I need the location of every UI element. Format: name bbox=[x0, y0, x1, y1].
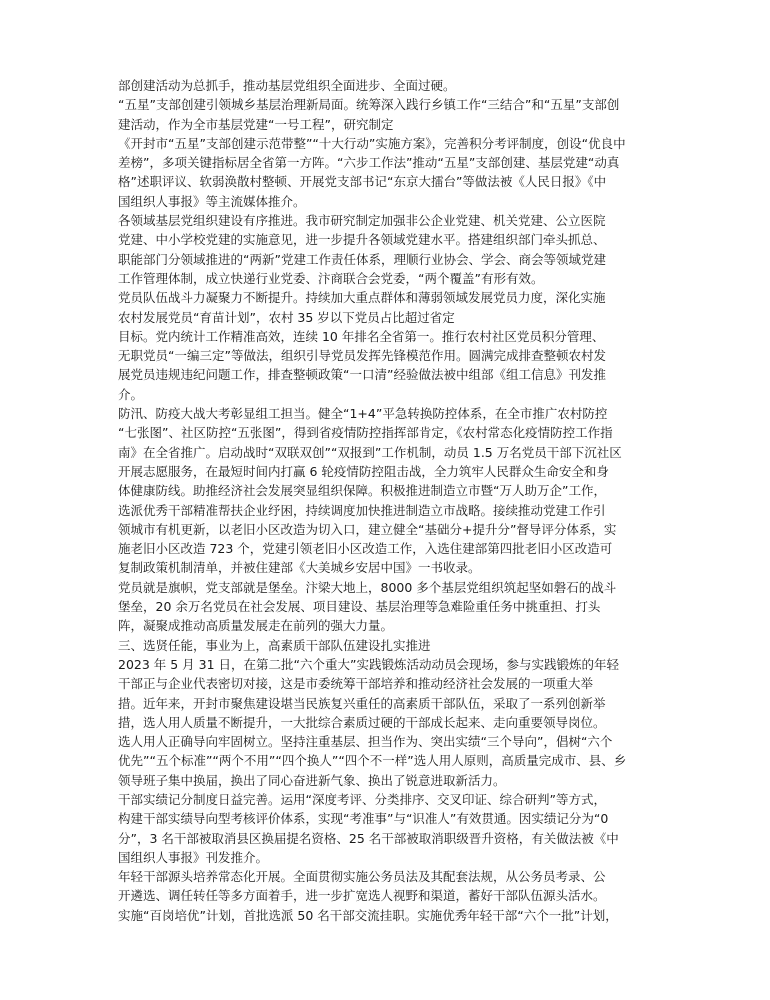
text-line: 各领域基层党组织建设有序推进。我市研究制定加强非公企业党建、机关党建、公立医院 bbox=[118, 213, 606, 229]
text-line: 南》在全省推广。启动战时“双联双创”“双报到”工作机制，动员 1.5 万名党员干部下沉社区 bbox=[118, 444, 622, 460]
text-line: 年轻干部源头培养常态化开展。全面贯彻实施公务员法及其配套法规，从公务员考录、公 bbox=[118, 869, 606, 885]
text-line: 措。近年来，开封市聚焦建设堪当民族复兴重任的高素质干部队伍，采取了一系列创新举 bbox=[118, 695, 606, 711]
text-line: 无职党员“一编三定”等做法，组织引导党员发挥先锋模范作用。圆满完成排查整顿农村发 bbox=[118, 348, 606, 364]
text-line: 堡垒，20 余万名党员在社会发展、项目建设、基层治理等急难险重任务中挑重担、打头 bbox=[118, 599, 601, 615]
text-line: 国组织人事报》等主流媒体推介。 bbox=[118, 193, 306, 209]
text-line: 展党员违规违纪问题工作，排查整顿政策“一口清”经验做法被中组部《组工信息》刊发推 bbox=[118, 367, 606, 383]
text-line: 2023 年 5 月 31 日，在第二批“六个重大”实践锻炼活动动员会现场，参与实践锻炼的年轻 bbox=[118, 656, 619, 672]
text-line: 复制政策机制清单，并被住建部《大美城乡安居中国》一书收录。 bbox=[118, 560, 481, 576]
text-line: 领城市有机更新，以老旧小区改造为切入口，建立健全“基础分+提升分”督导评分体系，实 bbox=[118, 521, 617, 537]
text-line: 体健康防线。助推经济社会发展突显组织保障。积极推进制造立市暨“万人助万企”工作， bbox=[118, 483, 606, 499]
text-line: 党建、中小学校党建的实施意见，进一步提升各领域党建水平。搭建组织部门牵头抓总、 bbox=[118, 232, 606, 248]
text-line: 构建干部实绩导向型考核评价体系，实现“考准事”与“识准人”有效贯通。因实绩记分为“0 bbox=[118, 811, 609, 827]
document-body bbox=[118, 76, 660, 925]
text-line: 国组织人事报》刊发推介。 bbox=[118, 849, 269, 865]
text-line: 措，选人用人质量不断提升，一大批综合素质过硬的干部成长起来、走向重要领导岗位。 bbox=[118, 714, 606, 730]
text-line: 党员就是旗帜，党支部就是堡垒。汴梁大地上，8000 多个基层党组织筑起坚如磐石的战斗 bbox=[118, 579, 617, 595]
text-line: 领导班子集中换届，换出了同心奋进新气象、换出了锐意进取新活力。 bbox=[118, 772, 506, 788]
text-line: 工作管理体制，成立快递行业党委、汴商联合会党委，“两个覆盖”有形有效。 bbox=[118, 270, 544, 286]
text-line: “五星”支部创建引领城乡基层治理新局面。统筹深入践行乡镇工作“三结合”和“五星”支部创 bbox=[118, 97, 620, 113]
text-line: 干部实绩记分制度日益完善。运用“深度考评、分类排序、交叉印证、综合研判”等方式， bbox=[118, 791, 606, 807]
text-line: 格”述职评议、软弱涣散村整顿、开展党支部书记“东京大擂台”等做法被《人民日报》《中 bbox=[118, 174, 607, 190]
text-line: 施老旧小区改造 723 个，党建引领老旧小区改造工作，入选住建部第四批老旧小区改造可 bbox=[118, 541, 613, 557]
text-line: 干部正与企业代表密切对接，这是市委统筹干部培养和推动经济社会发展的一项重大举 bbox=[118, 676, 594, 692]
text-line: 开遴选、调任转任等多方面着手，进一步扩宽选人视野和渠道，蓄好干部队伍源头活水。 bbox=[118, 888, 606, 904]
text-line: 目标。党内统计工作精准高效，连续 10 年排名全省第一。推行农村社区党员积分管理、 bbox=[118, 328, 605, 344]
text-line: 防汛、防疫大战大考彰显组工担当。健全“1+4”平急转换防控体系，在全市推广农村防控 bbox=[118, 406, 608, 422]
text-line: 三、选贤任能，事业为上，高素质干部队伍建设扎实推进 bbox=[118, 637, 431, 653]
text-line: 建活动，作为全市基层党建“一号工程”，研究制定 bbox=[118, 116, 394, 132]
text-line: 介。 bbox=[118, 386, 144, 402]
text-line: 部创建活动为总抓手，推动基层党组织全面进步、全面过硬。 bbox=[118, 78, 456, 93]
text-line: 农村发展党员“育苗计划”，农村 35 岁以下党员占比超过省定 bbox=[118, 309, 455, 325]
text-line: 《开封市“五星”支部创建示范带整”“十大行动”实施方案》，完善积分考评制度，创设“优良中 bbox=[118, 135, 626, 151]
text-line: 分”，3 名干部被取消县区换届提名资格、25 名干部被取消职级晋升资格，有关做法被《中 bbox=[118, 830, 619, 846]
text-line: 开展志愿服务，在最短时间内打赢 6 轮疫情防控阻击战，全力筑牢人民群众生命安全和身 bbox=[118, 463, 609, 479]
text-line: 差榜”，多项关键指标居全省第一方阵。“六步工作法”推动“五星”支部创建、基层党建“动真 bbox=[118, 155, 620, 171]
text-line: 优先”“五个标准”“两个不用”“四个换人”“四个不一样”选人用人原则，高质量完成市、县、乡 bbox=[118, 753, 627, 769]
text-line: 阵，凝聚成推动高质量发展走在前列的强大力量。 bbox=[118, 618, 394, 634]
text-line: 职能部门分领域推进的“两新”党建工作责任体系，理顺行业协会、学会、商会等领域党建 bbox=[118, 251, 606, 267]
text-line: “七张图”、社区防控“五张图”，得到省疫情防控指挥部肯定，《农村常态化疫情防控工作指 bbox=[118, 425, 613, 441]
text-line: 选派优秀干部精准帮扶企业纾困，持续调度加快推进制造立市战略。接续推动党建工作引 bbox=[118, 502, 606, 518]
text-line: 选人用人正确导向牢固树立。坚持注重基层、担当作为、突出实绩“三个导向”，倡树“六个 bbox=[118, 734, 613, 750]
text-line: 党员队伍战斗力凝聚力不断提升。持续加大重点群体和薄弱领域发展党员力度，深化实施 bbox=[118, 290, 606, 306]
text-line: 实施“百岗培优”计划，首批选派 50 名干部交流挂职。实施优秀年轻干部“六个一批”计划， bbox=[118, 907, 618, 923]
